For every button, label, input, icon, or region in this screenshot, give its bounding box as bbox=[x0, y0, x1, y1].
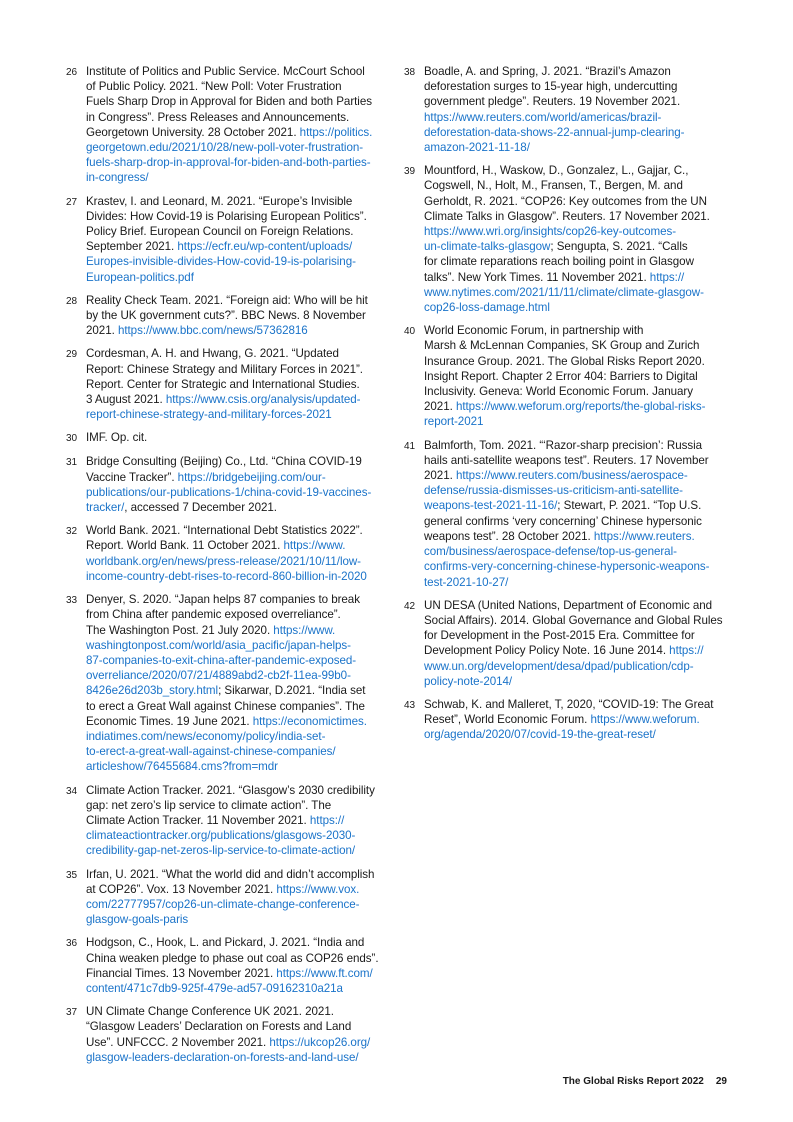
endnote-text bbox=[86, 1004, 386, 1065]
endnote-37 bbox=[66, 1004, 386, 1065]
endnote-34 bbox=[66, 783, 386, 859]
citation-text: Krastev, I. and Leonard, M. 2021. “Europe’s Invisible Divides: How Covid-19 is Polarising European Politics”. Policy Brief. European Council on Foreign Relations. September 2021. bbox=[86, 194, 367, 254]
endnote-number: 36 bbox=[66, 938, 78, 950]
citation-text-continued: ; Sengupta, S. 2021. “Calls for climate reparations reach boiling point in Glasgow talks”. New York Times. 11 November 2021. bbox=[424, 240, 694, 284]
endnote-36 bbox=[66, 935, 386, 996]
citation-text: Cordesman, A. H. and Hwang, G. 2021. “Updated Report: Chinese Strategy and Military Forces in 2021”. Report. Center for Strategic and International Studies. 3 August 2021. bbox=[86, 347, 363, 407]
citation-link[interactable]: https://www. worldbank.org/en/news/press-release/2021/10/11/low- income-country-debt-rises-to-record-860-billion-in-2020 bbox=[86, 539, 367, 583]
endnote-text bbox=[86, 867, 386, 928]
endnote-number: 40 bbox=[404, 326, 416, 338]
endnote-text bbox=[86, 523, 386, 584]
endnote-text bbox=[424, 697, 726, 743]
citation-text: Climate Action Tracker. 2021. “Glasgow’s 2030 credibility gap: net zero’s lip service to climate action”. The Climate Action Tracker. 11 November 2021. bbox=[86, 783, 375, 827]
endnote-40 bbox=[404, 323, 726, 429]
endnote-text bbox=[424, 64, 726, 155]
page-footer bbox=[563, 1076, 727, 1088]
citation-link[interactable]: https://www.reuters.com/world/americas/brazil- deforestation-data-shows-22-annual-jump-clearing- amazon-2021-11-18/ bbox=[424, 110, 685, 155]
endnote-42 bbox=[404, 598, 726, 689]
endnote-text bbox=[86, 346, 386, 422]
endnote-number: 42 bbox=[404, 600, 416, 612]
endnote-number: 31 bbox=[66, 457, 78, 469]
endnote-38 bbox=[404, 64, 726, 155]
citation-link[interactable]: https://bridgebeijing.com/our- publications/our-publications-1/china-covid-19-vaccines- tracker/ bbox=[86, 470, 372, 515]
endnote-number: 34 bbox=[66, 785, 78, 797]
citation-link-secondary[interactable]: https:// www.nytimes.com/2021/11/11/climate/climate-glasgow- cop26-loss-damage.html bbox=[424, 270, 704, 315]
citation-link[interactable]: https://politics. georgetown.edu/2021/10/28/new-poll-voter-frustration- fuels-sharp-drop-in-approval-for-biden-and-both-parties- in-congress/ bbox=[86, 125, 373, 185]
citation-link[interactable]: https://www.bbc.com/news/57362816 bbox=[117, 324, 308, 338]
endnote-number: 30 bbox=[66, 433, 78, 445]
endnote-text bbox=[86, 454, 386, 515]
endnote-number: 29 bbox=[66, 349, 78, 361]
endnote-number: 41 bbox=[404, 440, 416, 452]
endnote-35 bbox=[66, 867, 386, 928]
citation-text: IMF. Op. cit. bbox=[86, 431, 148, 445]
citation-text-continued: , accessed 7 December 2021. bbox=[124, 501, 277, 515]
endnotes-right-column bbox=[404, 64, 726, 751]
citation-text: UN DESA (United Nations, Department of Economic and Social Affairs). 2014. Global Governance and Global Rules for Development in the Post-2015 Era. Committee for Development Policy Policy Note. 16 June 2014. bbox=[424, 598, 723, 658]
citation-link[interactable]: https:// climateactiontracker.org/publications/glasgows-2030- credibility-gap-net-zeros-lip-service-to-climate-action/ bbox=[86, 813, 356, 858]
endnote-text bbox=[424, 598, 726, 689]
endnote-text bbox=[86, 293, 386, 339]
citation-text: Bridge Consulting (Beijing) Co., Ltd. “China COVID-19 Vaccine Tracker”. bbox=[86, 455, 362, 484]
citation-text: Boadle, A. and Spring, J. 2021. “Brazil’s Amazon deforestation surges to 15-year high, undercutting government pledge”. Reuters. 19 November 2021. bbox=[424, 65, 681, 109]
endnote-number: 35 bbox=[66, 869, 78, 881]
citation-link-secondary[interactable]: https://www.reuters. com/business/aerospace-defense/top-us-general- confirms-very-concerning-chinese-hypersonic-weapons- test-2021-10-27/ bbox=[424, 529, 710, 589]
endnote-text bbox=[424, 323, 726, 429]
citation-link[interactable]: https://www.vox. com/22777957/cop26-un-climate-change-conference- glasgow-goals-paris bbox=[86, 882, 360, 927]
citation-text: Irfan, U. 2021. “What the world did and didn’t accomplish at COP26”. Vox. 13 November 2021. bbox=[86, 867, 375, 896]
endnote-text bbox=[86, 935, 386, 996]
endnote-28 bbox=[66, 293, 386, 339]
citation-text: World Bank. 2021. “International Debt Statistics 2022”. Report. World Bank. 11 October 2021. bbox=[86, 524, 363, 553]
citation-text: World Economic Forum, in partnership with Marsh & McLennan Companies, SK Group and Zurich Insurance Group. 2021. The Global Risks Report 2020. Insight Report. Chapter 2 Error 404: Barriers to Digital Inclusivity. Geneva: World Economic Forum. January 2021. bbox=[424, 324, 705, 414]
citation-link[interactable]: https://www. washingtonpost.com/world/asia_pacific/japan-helps- 87-companies-to-exit-china-after-pandemic-exposed- overreliance/2020/07/21/4889abd2-cb2f-11ea-99b0- 8426e26d203b_story.html bbox=[86, 623, 357, 698]
endnote-27 bbox=[66, 194, 386, 285]
citation-text: Balmforth, Tom. 2021. “‘Razor-sharp precision’: Russia hails anti-satellite weapons test”. Reuters. 17 November 2021. bbox=[424, 438, 709, 483]
citation-text: Reality Check Team. 2021. “Foreign aid: Who will be hit by the UK government cuts?”. BBC News. 8 November 2021. bbox=[86, 293, 368, 338]
endnote-text bbox=[86, 64, 386, 186]
endnote-39 bbox=[404, 163, 726, 315]
endnotes-left-column bbox=[66, 64, 386, 1073]
endnote-text bbox=[86, 783, 386, 859]
citation-link[interactable]: https://ukcop26.org/ glasgow-leaders-declaration-on-forests-and-land-use/ bbox=[86, 1035, 371, 1064]
endnote-text bbox=[86, 592, 386, 774]
citation-link[interactable]: https://www.weforum.org/reports/the-global-risks- report-2021 bbox=[424, 400, 706, 429]
endnote-30 bbox=[66, 430, 386, 446]
citation-link[interactable]: https://www.csis.org/analysis/updated- report-chinese-strategy-and-military-forces-2021 bbox=[86, 393, 361, 422]
footer-title: The Global Risks Report 2022 bbox=[562, 1076, 704, 1087]
endnote-number: 33 bbox=[66, 595, 78, 607]
endnote-number: 43 bbox=[404, 699, 416, 711]
endnote-32 bbox=[66, 523, 386, 584]
endnote-number: 28 bbox=[66, 295, 78, 307]
citation-link[interactable]: https://www.reuters.com/business/aerospace- defense/russia-dismisses-us-criticism-anti-satellite- weapons-test-2021-11-16/ bbox=[424, 469, 688, 513]
citation-link[interactable]: https://www.ft.com/ content/471c7db9-925f-479e-ad57-09162310a21a bbox=[86, 966, 373, 995]
endnote-text bbox=[424, 438, 726, 590]
citation-link[interactable]: https://www.wri.org/insights/cop26-key-outcomes- un-climate-talks-glasgow bbox=[424, 225, 677, 254]
citation-link[interactable]: https:// www.un.org/development/desa/dpad/publication/cdp- policy-note-2014/ bbox=[424, 644, 704, 688]
endnote-text bbox=[86, 430, 386, 446]
endnote-41 bbox=[404, 438, 726, 590]
citation-text-continued: ; Sikarwar, D.2021. “India set to erect a Great Wall against Chinese companies”. The Economic Times. 19 June 2021. bbox=[86, 684, 366, 728]
endnote-number: 38 bbox=[404, 67, 416, 78]
citation-text: Hodgson, C., Hook, L. and Pickard, J. 2021. “India and China weaken pledge to phase out coal as COP26 ends”. Financial Times. 13 November 2021. bbox=[86, 936, 379, 980]
citation-text: UN Climate Change Conference UK 2021. 2021. “Glasgow Leaders’ Declaration on Forests and Land Use”. UNFCCC. 2 November 2021. bbox=[86, 1005, 352, 1049]
endnote-text bbox=[86, 194, 386, 285]
citation-text: Mountford, H., Waskow, D., Gonzalez, L., Gajjar, C., Cogswell, N., Holt, M., Fransen, T., Bergen, M. and Gerholdt, R. 2021. “COP26: Key outcomes from the UN Climate Talks in Glasgow”. Reuters. 17 November 2021. bbox=[424, 164, 710, 223]
citation-text: Schwab, K. and Malleret, T, 2020, “COVID-19: The Great Reset”, World Economic Forum. bbox=[424, 697, 714, 727]
citation-text: Institute of Politics and Public Service. McCourt School of Public Policy. 2021. “New Poll: Voter Frustration Fuels Sharp Drop in Approval for Biden and both Parties in Congress”. Press Releases and Announcements. Georgetown University. 28 October 2021. bbox=[86, 65, 372, 139]
endnote-31 bbox=[66, 454, 386, 515]
citation-text: Denyer, S. 2020. “Japan helps 87 companies to break from China after pandemic exposed overreliance”. The Washington Post. 21 July 2020. bbox=[86, 593, 360, 637]
endnote-number: 27 bbox=[66, 196, 78, 208]
endnote-number: 39 bbox=[404, 166, 416, 178]
endnote-number: 37 bbox=[66, 1007, 78, 1019]
endnote-26 bbox=[66, 64, 386, 186]
citation-text-continued: ; Stewart, P. 2021. “Top U.S. general confirms ‘very concerning’ Chinese hypersonic weapons test”. 28 October 2021. bbox=[424, 499, 702, 543]
endnote-text bbox=[424, 163, 726, 315]
citation-link[interactable]: https://www.weforum. org/agenda/2020/07/covid-19-the-great-reset/ bbox=[424, 713, 700, 742]
endnote-33 bbox=[66, 592, 386, 774]
endnote-29 bbox=[66, 346, 386, 422]
page-number: 29 bbox=[715, 1076, 727, 1087]
endnote-43 bbox=[404, 697, 726, 743]
citation-link-secondary[interactable]: https://economictimes. indiatimes.com/news/economy/policy/india-set- to-erect-a-great-wall-against-chinese-companies/ articleshow/76455684.cms?from=mdr bbox=[86, 714, 367, 774]
citation-link[interactable]: https://ecfr.eu/wp-content/uploads/ Europes-invisible-divides-How-covid-19-is-polarising- European-politics.pdf bbox=[86, 240, 356, 284]
endnote-number: 26 bbox=[66, 67, 78, 78]
endnote-number: 32 bbox=[66, 526, 78, 538]
